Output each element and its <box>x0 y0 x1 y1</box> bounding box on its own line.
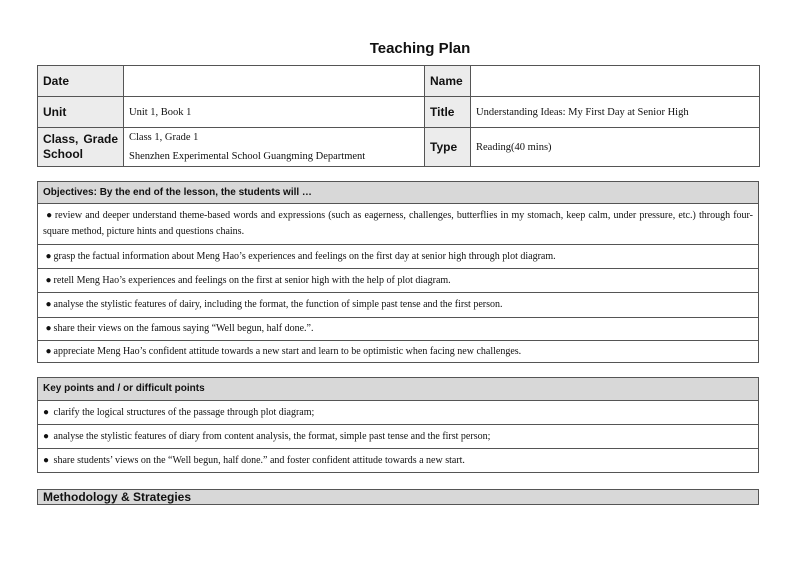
objectives-header: Objectives: By the end of the lesson, the students will … <box>38 182 759 204</box>
bullet-icon: ● <box>43 430 50 442</box>
date-label: Date <box>38 66 124 97</box>
objective-item: ● retell Meng Hao’s experiences and feelings on the first at senior high with the help of plot diagram. <box>38 269 759 293</box>
type-label: Type <box>425 128 471 167</box>
class-school-value <box>124 128 425 167</box>
bullet-icon: ● <box>45 274 52 286</box>
key-point-item: ● share students’ views on the “Well begun, half done.” and foster confident attitude towards a new start. <box>38 449 759 473</box>
info-table <box>37 65 760 167</box>
title-label: Title <box>425 97 471 128</box>
key-point-item: ● clarify the logical structures of the passage through plot diagram; <box>38 401 759 425</box>
key-points-table <box>37 377 759 473</box>
class-grade-label: Class, Grade <box>43 132 118 146</box>
bullet-icon: ● <box>45 250 52 262</box>
school-label: School <box>43 147 84 161</box>
methodology-table <box>37 489 759 505</box>
objectives-table <box>37 181 759 363</box>
objective-item: ● review and deeper understand theme-based words and expressions (such as eagerness, challenges, butterflies in my stomach, keep calm, under pressure, etc.) through four-square method, picture hints and questions chains. <box>38 204 759 245</box>
bullet-icon: ● <box>46 210 53 221</box>
class-grade-school-label <box>38 128 124 167</box>
objective-item: ● share their views on the famous saying “Well begun, half done.”. <box>38 318 759 341</box>
objective-item: ● appreciate Meng Hao’s confident attitude towards a new start and learn to be optimistic when facing new challenges. <box>38 341 759 363</box>
objective-item: ● analyse the stylistic features of dairy, including the format, the function of simple past tense and the first person. <box>38 293 759 318</box>
bullet-icon: ● <box>43 406 50 418</box>
unit-label: Unit <box>38 97 124 128</box>
school-value: Shenzhen Experimental School Guangming Department <box>129 151 366 162</box>
bullet-icon: ● <box>43 454 50 466</box>
methodology-header: Methodology & Strategies <box>38 490 759 505</box>
type-value: Reading(40 mins) <box>471 128 760 167</box>
objective-item: ● grasp the factual information about Meng Hao’s experiences and feelings on the first day at senior high through plot diagram. <box>38 245 759 269</box>
name-value <box>471 66 760 97</box>
title-value: Understanding Ideas: My First Day at Senior High <box>471 97 760 128</box>
key-points-header: Key points and / or difficult points <box>38 378 759 401</box>
unit-value: Unit 1, Book 1 <box>124 97 425 128</box>
date-value <box>124 66 425 97</box>
name-label: Name <box>425 66 471 97</box>
bullet-icon: ● <box>45 345 52 357</box>
bullet-icon: ● <box>45 299 52 310</box>
page-title: Teaching Plan <box>369 40 471 57</box>
key-point-item: ● analyse the stylistic features of diary from content analysis, the format, simple past tense and the first person; <box>38 425 759 449</box>
bullet-icon: ● <box>45 323 52 334</box>
class-value: Class 1, Grade 1 <box>129 132 199 143</box>
